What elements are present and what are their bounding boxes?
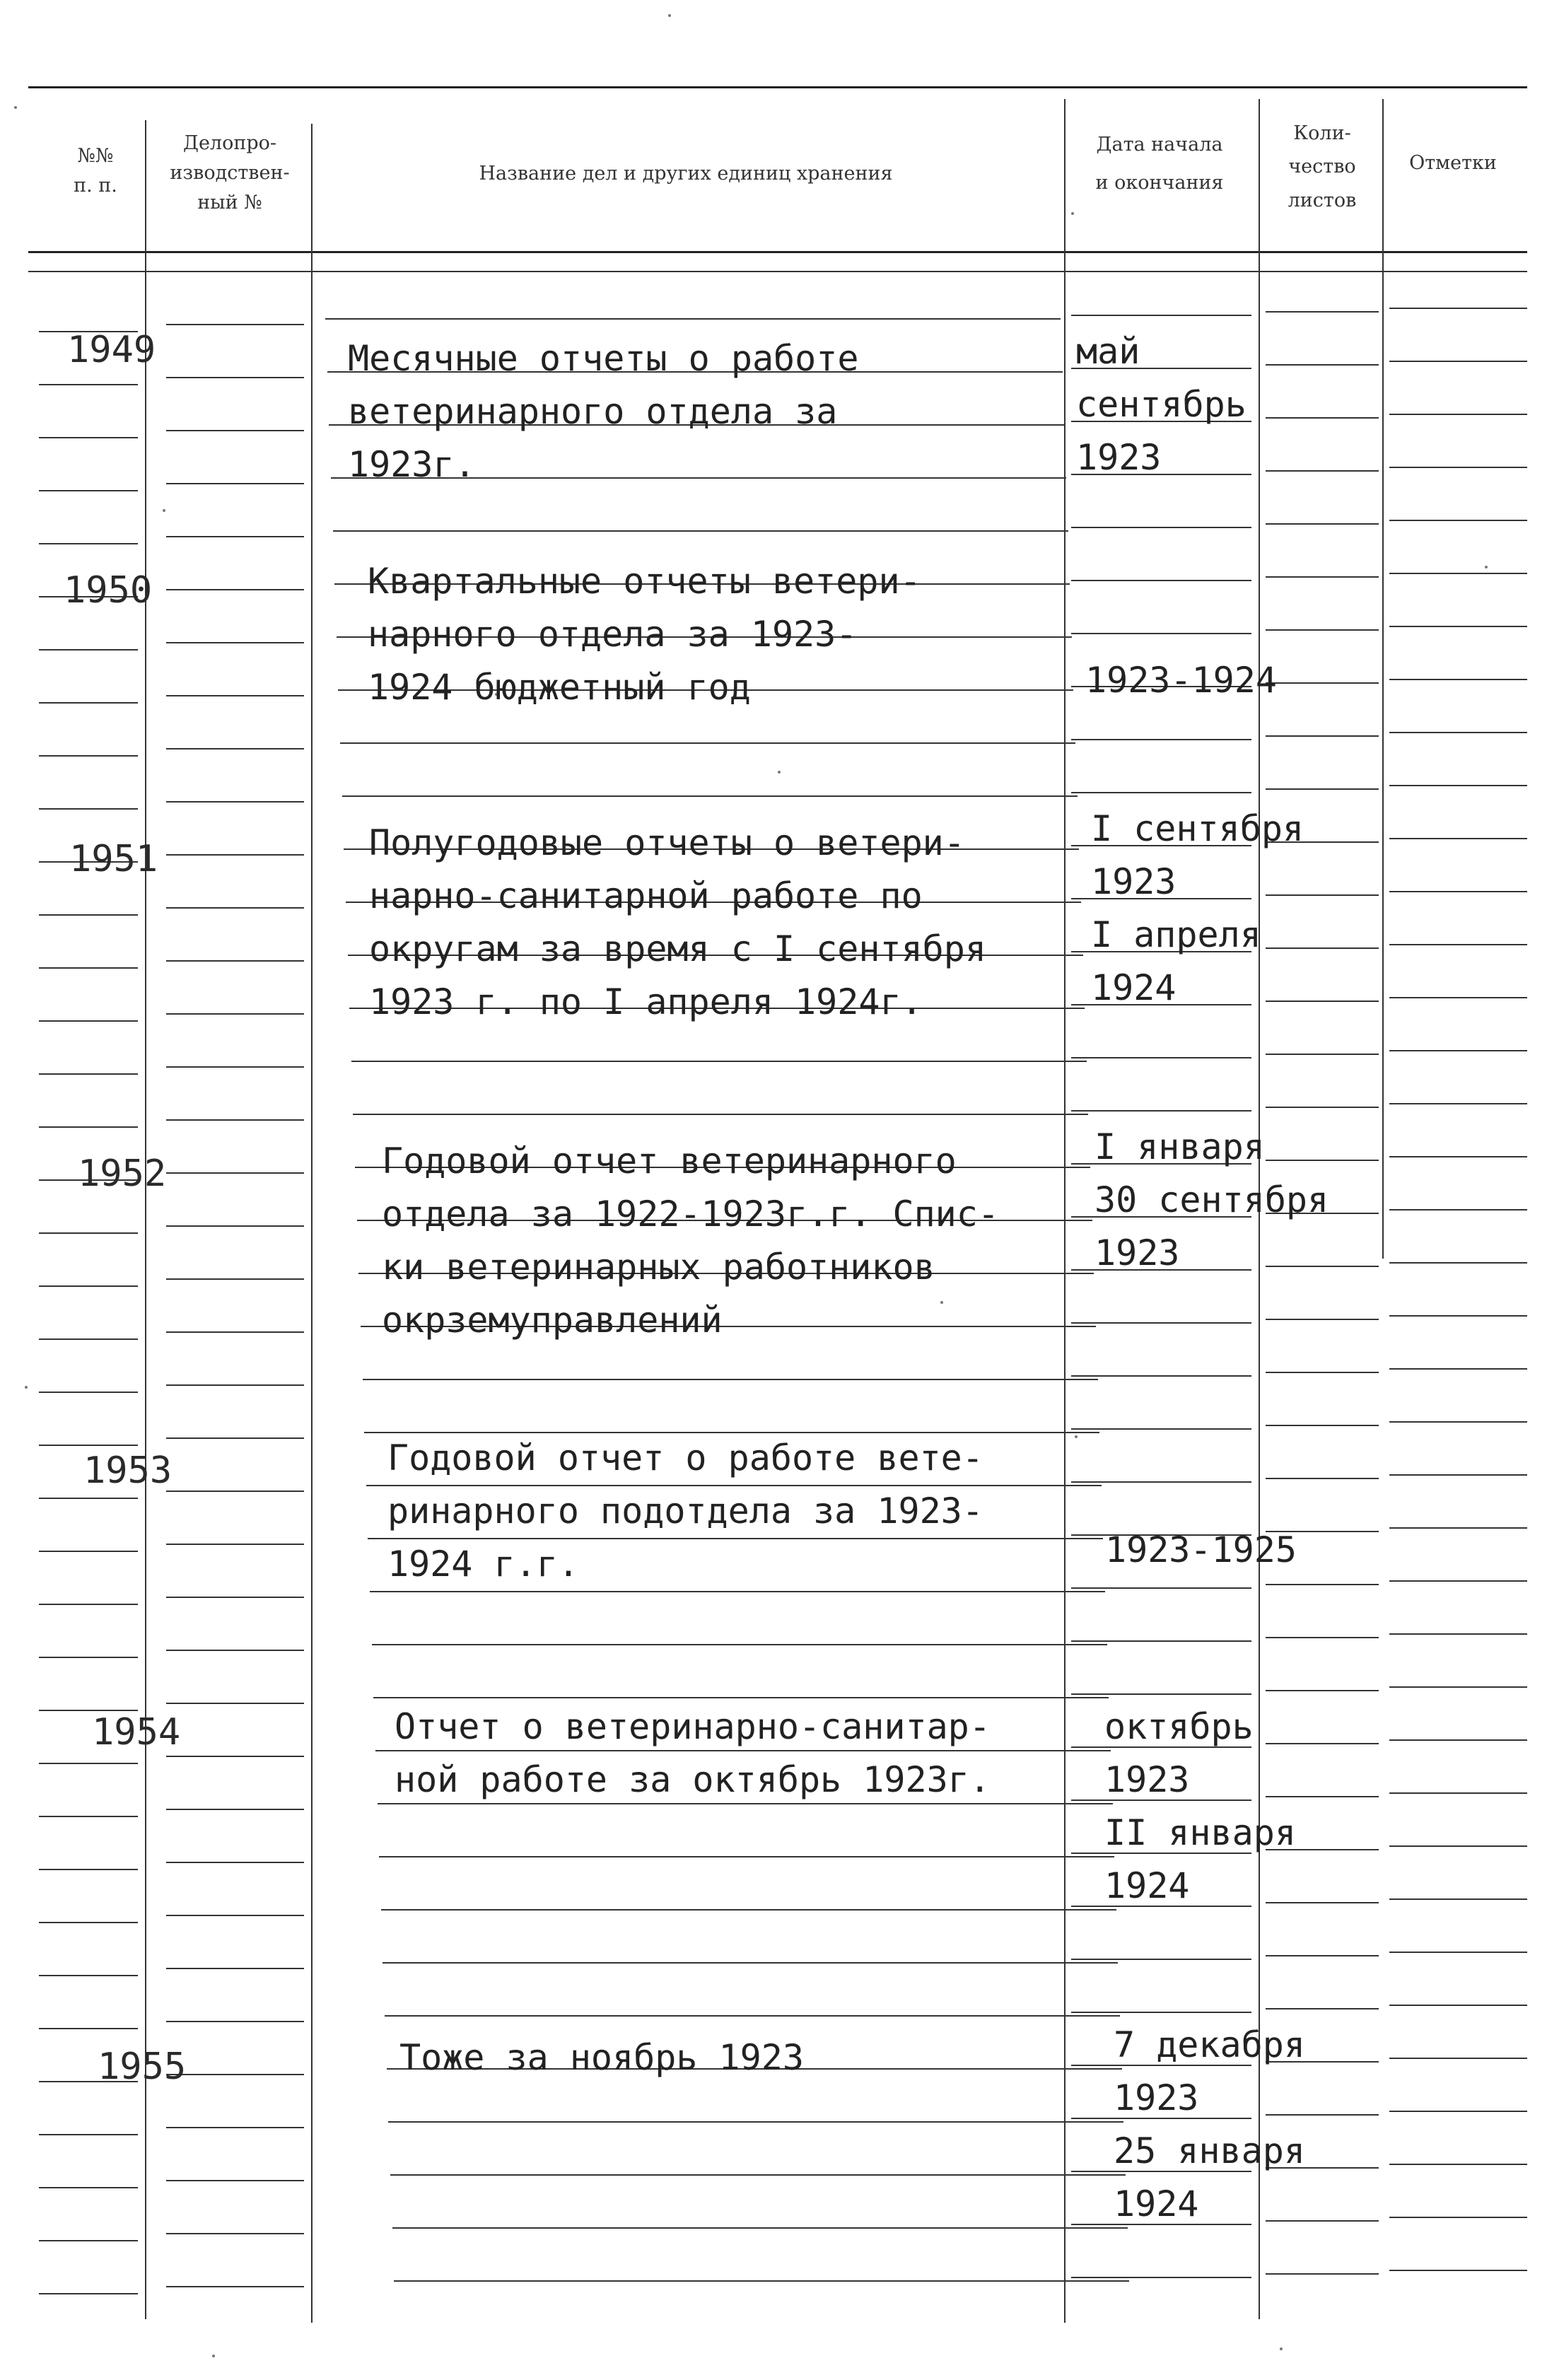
- ruled-line: [342, 795, 1078, 797]
- ruled-line: [39, 543, 138, 544]
- ruled-line: [166, 1968, 304, 1969]
- ruled-line: [1266, 523, 1379, 525]
- ruled-line: [1389, 1421, 1527, 1423]
- ruled-line: [39, 967, 138, 969]
- ruled-line: [1266, 470, 1379, 472]
- ruled-line: [1389, 1527, 1527, 1529]
- ruled-line: [39, 1551, 138, 1552]
- column-header-office-number: Делопро- изводствен- ный №: [170, 132, 290, 214]
- ruled-line: [166, 1915, 304, 1916]
- ruled-line: [1389, 2217, 1527, 2218]
- ruled-line: [1389, 1209, 1527, 1211]
- ruled-line: [39, 755, 138, 757]
- ruled-line: [1389, 2270, 1527, 2271]
- ruled-line: [39, 649, 138, 651]
- ruled-line: [1389, 1368, 1527, 1370]
- ruled-line: [1071, 1959, 1251, 1960]
- ruled-line: [166, 2180, 304, 2181]
- ruled-line: [1266, 1955, 1379, 1956]
- ruled-line: [39, 1232, 138, 1234]
- ruled-line: [39, 1285, 138, 1287]
- header-bottom-border: [28, 251, 1527, 253]
- ruled-line: [166, 1703, 304, 1704]
- ruled-line: [166, 1172, 304, 1174]
- ruled-line: [1389, 573, 1527, 574]
- column-header-sheet-count: Коли- чество листов: [1288, 122, 1357, 211]
- ruled-line: [373, 1697, 1109, 1698]
- ruled-line: [1389, 1792, 1527, 1794]
- ruled-line: [39, 1763, 138, 1764]
- ruled-line: [1389, 1633, 1527, 1635]
- ruled-line: [390, 2174, 1126, 2176]
- ruled-line: [39, 437, 138, 438]
- ruled-line: [1266, 735, 1379, 737]
- ruled-line: [1389, 944, 1527, 945]
- ruled-line: [39, 2134, 138, 2135]
- ruled-line: [340, 742, 1075, 744]
- ruled-line: [166, 589, 304, 590]
- ruled-line: [166, 1384, 304, 1386]
- ruled-line: [1071, 315, 1251, 316]
- ruled-line: [1071, 2012, 1251, 2013]
- ruled-line: [1389, 1580, 1527, 1582]
- ruled-line: [353, 1114, 1088, 1115]
- ruled-line: [1071, 2277, 1251, 2278]
- ruled-line: [166, 483, 304, 484]
- ruled-line: [39, 1392, 138, 1393]
- ruled-line: [1071, 527, 1251, 528]
- ruled-line: [39, 1657, 138, 1658]
- scan-speck: [778, 771, 781, 774]
- ruled-line: [166, 2286, 304, 2287]
- ruled-line: [166, 1225, 304, 1227]
- scan-speck: [1075, 1435, 1078, 1438]
- ruled-line: [1389, 2164, 1527, 2165]
- ruled-line: [39, 1869, 138, 1870]
- ruled-line: [39, 808, 138, 810]
- item-number: 1950: [64, 569, 153, 612]
- ruled-line: [385, 2015, 1120, 2017]
- column-header-notes: Отметки: [1409, 152, 1497, 174]
- ruled-line: [166, 960, 304, 962]
- scan-speck: [14, 106, 17, 109]
- ruled-line: [1389, 997, 1527, 998]
- ruled-line: [363, 1379, 1098, 1380]
- header-top-border: [28, 86, 1527, 88]
- ruled-line: [39, 2293, 138, 2294]
- ruled-line: [39, 1604, 138, 1605]
- ruled-line: [1266, 1372, 1379, 1373]
- ruled-line: [1389, 1952, 1527, 1953]
- ruled-line: [1071, 1587, 1251, 1589]
- ruled-line: [333, 530, 1068, 532]
- ruled-line: [1266, 417, 1379, 419]
- ruled-line: [39, 1020, 138, 1022]
- ruled-line: [39, 1126, 138, 1128]
- ruled-line: [1389, 467, 1527, 468]
- ruled-line: [1266, 311, 1379, 313]
- item-number: 1951: [69, 838, 158, 880]
- ruled-line: [394, 2280, 1129, 2282]
- ruled-line: [1389, 1845, 1527, 1847]
- ruled-line: [166, 748, 304, 749]
- ruled-line: [166, 536, 304, 537]
- item-title: Тоже за ноябрь 1923: [399, 2037, 804, 2078]
- scan-speck: [668, 14, 671, 17]
- ruled-line: [166, 2074, 304, 2075]
- column-divider: [145, 120, 146, 2319]
- ruled-line: [1389, 891, 1527, 892]
- scan-speck: [25, 1386, 28, 1389]
- ruled-line: [388, 2121, 1123, 2123]
- ruled-line: [166, 854, 304, 856]
- ruled-line: [39, 1445, 138, 1446]
- ruled-line: [39, 2187, 138, 2188]
- ruled-line: [1389, 414, 1527, 415]
- ruled-line: [1266, 682, 1379, 684]
- ruled-line: [351, 1061, 1087, 1062]
- ruled-line: [166, 1756, 304, 1757]
- ruled-line: [1389, 361, 1527, 362]
- scan-speck: [163, 509, 165, 512]
- ruled-line: [1389, 626, 1527, 627]
- ruled-line: [1071, 739, 1251, 740]
- ruled-line: [1389, 1686, 1527, 1688]
- ruled-line: [166, 1491, 304, 1492]
- item-number: 1953: [83, 1449, 173, 1492]
- ruled-line: [1266, 1637, 1379, 1638]
- ruled-line: [166, 1809, 304, 1810]
- ruled-line: [166, 907, 304, 909]
- ruled-line: [1266, 1319, 1379, 1320]
- scan-speck: [1071, 212, 1074, 215]
- ruled-line: [166, 642, 304, 643]
- ruled-line: [1071, 1322, 1251, 1324]
- ruled-line: [1389, 838, 1527, 839]
- item-title: Полугодовые отчеты о ветери- нарно-санитарной работе по округам за время с I сентября 1923 г. по I апреля 1924г.: [369, 822, 986, 1022]
- ruled-line: [166, 801, 304, 803]
- ruled-line: [1389, 679, 1527, 680]
- ruled-line: [1389, 308, 1527, 309]
- ruled-line: [1266, 788, 1379, 790]
- ruled-line: [1266, 1690, 1379, 1691]
- ruled-line: [1389, 1898, 1527, 1900]
- ruled-line: [39, 384, 138, 385]
- ruled-line: [166, 324, 304, 325]
- ruled-line: [39, 2240, 138, 2241]
- ruled-line: [379, 1856, 1114, 1857]
- ruled-line: [1389, 1739, 1527, 1741]
- ruled-line: [1266, 1584, 1379, 1585]
- ruled-line: [166, 2233, 304, 2234]
- scan-speck: [212, 2355, 215, 2357]
- ruled-line: [381, 1909, 1116, 1911]
- column-divider: [1382, 99, 1384, 1259]
- ruled-line: [1389, 1103, 1527, 1104]
- ruled-line: [166, 1437, 304, 1439]
- ruled-line: [1389, 785, 1527, 786]
- ruled-line: [39, 490, 138, 491]
- ruled-line: [39, 1498, 138, 1499]
- ruled-line: [166, 1862, 304, 1863]
- ruled-line: [1266, 2008, 1379, 2009]
- ruled-line: [39, 2028, 138, 2029]
- ruled-line: [1389, 1050, 1527, 1051]
- item-title: Отчет о ветеринарно-санитар- ной работе за октябрь 1923г.: [395, 1706, 991, 1800]
- ruled-line: [1266, 629, 1379, 631]
- item-title: Квартальные отчеты ветери- нарного отдела за 1923- 1924 бюджетный год: [368, 561, 921, 708]
- ruled-line: [166, 430, 304, 431]
- ruled-line: [392, 2227, 1128, 2229]
- ruled-line: [325, 318, 1061, 320]
- item-number: 1955: [98, 2046, 187, 2088]
- ruled-line: [166, 1544, 304, 1545]
- item-dates: 1923-1925: [1105, 1529, 1297, 1570]
- ruled-line: [1071, 792, 1251, 793]
- ruled-line: [39, 1922, 138, 1923]
- ruled-line: [1389, 2058, 1527, 2059]
- ruled-line: [1389, 732, 1527, 733]
- ruled-line: [1266, 576, 1379, 578]
- column-divider: [1064, 99, 1066, 2323]
- scan-speck: [1280, 2347, 1283, 2350]
- ruled-line: [166, 1331, 304, 1333]
- item-number: 1954: [92, 1711, 181, 1754]
- ruled-line: [166, 1119, 304, 1121]
- ruled-line: [1389, 1315, 1527, 1317]
- ruled-line: [1389, 1156, 1527, 1157]
- ruled-line: [1071, 1057, 1251, 1058]
- item-dates: 1923-1924: [1085, 660, 1277, 701]
- ruled-line: [1071, 1375, 1251, 1377]
- ruled-line: [1389, 2111, 1527, 2112]
- ruled-line: [383, 1962, 1118, 1964]
- ruled-line: [166, 2127, 304, 2128]
- ruled-line: [1389, 2005, 1527, 2006]
- ruled-line: [39, 702, 138, 704]
- ruled-line: [166, 695, 304, 696]
- item-title: Годовой отчет ветеринарного отдела за 1922-1923г.г. Спис- ки ветеринарных работников окрземуправлений: [382, 1141, 999, 1341]
- ruled-line: [39, 1073, 138, 1075]
- column-header-dates: Дата начала и окончания: [1095, 134, 1224, 194]
- ruled-line: [166, 377, 304, 378]
- item-title: Месячные отчеты о работе ветеринарного отдела за 1923г.: [348, 338, 859, 485]
- item-dates: I января 30 сентября 1923: [1094, 1126, 1329, 1273]
- column-header-title: Название дел и других единиц хранения: [479, 163, 893, 185]
- scan-speck: [1485, 566, 1488, 568]
- ruled-line: [370, 1591, 1105, 1592]
- ruled-line: [1389, 520, 1527, 521]
- ruled-line: [166, 1013, 304, 1015]
- ruled-line: [1266, 364, 1379, 366]
- ruled-line: [1266, 2273, 1379, 2275]
- ruled-line: [1389, 1474, 1527, 1476]
- ruled-line: [39, 1975, 138, 1976]
- ruled-line: [1389, 1262, 1527, 1264]
- ruled-line: [166, 1066, 304, 1068]
- ruled-line: [1071, 1693, 1251, 1695]
- item-title: Годовой отчет о работе вете- ринарного подотдела за 1923- 1924 г.г.: [387, 1437, 983, 1585]
- ruled-line: [372, 1644, 1107, 1645]
- ruled-line: [1071, 1640, 1251, 1642]
- item-dates: май сентябрь 1923: [1076, 331, 1247, 478]
- column-divider: [311, 124, 313, 2323]
- item-dates: I сентября 1923 I апреля 1924: [1091, 808, 1304, 1008]
- item-number: 1952: [78, 1153, 167, 1195]
- item-dates: 7 декабря 1923 25 января 1924: [1114, 2024, 1305, 2224]
- ruled-line: [39, 1816, 138, 1817]
- ruled-line: [39, 914, 138, 916]
- ruled-line: [39, 1338, 138, 1340]
- ruled-line: [1071, 1110, 1251, 1112]
- ruled-line: [166, 1597, 304, 1598]
- ruled-line: [1266, 1054, 1379, 1055]
- header-secondary-border: [28, 271, 1527, 272]
- ruled-line: [1266, 1107, 1379, 1108]
- ruled-line: [166, 2021, 304, 2022]
- ruled-line: [166, 1278, 304, 1280]
- item-number: 1949: [67, 329, 156, 371]
- ruled-line: [166, 1650, 304, 1651]
- column-header-number: №№ п. п.: [74, 145, 117, 197]
- item-dates: октябрь 1923 II января 1924: [1104, 1706, 1296, 1906]
